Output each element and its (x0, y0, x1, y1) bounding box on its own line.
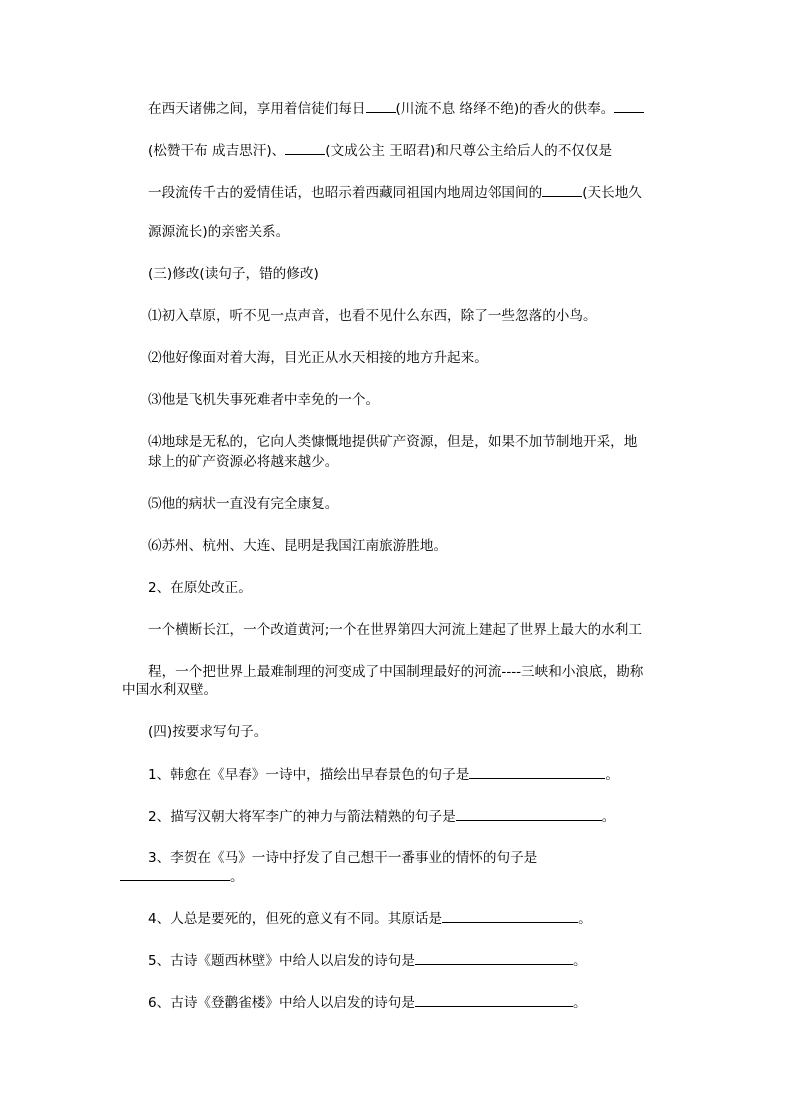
end-mark: 。 (230, 869, 244, 885)
end-mark: 。 (578, 911, 592, 927)
text-segment: (川流不息 络绎不绝)的香火的供奉。 (395, 101, 615, 117)
text-segment: 一段流传千古的爱情佳话，也昭示着西藏同祖国内地周边邻国间的 (148, 185, 543, 201)
text-segment: 在西天诸佛之间，享用着信徒们每日 (148, 101, 366, 117)
question-text: 6、古诗《登鹳雀楼》中给人以启发的诗句是 (148, 995, 415, 1011)
answer-blank[interactable] (456, 806, 602, 821)
question-3-answer-line (120, 866, 244, 887)
question-2 (148, 806, 615, 827)
question-text: 1、韩愈在《早春》一诗中，描绘出早春景色的句子是 (148, 767, 470, 783)
paragraph-line: 源源流长)的亲密关系。 (148, 224, 290, 240)
paragraph-line (148, 182, 642, 203)
fill-blank[interactable] (366, 98, 396, 113)
list-item: ⑷地球是无私的，它向人类慷慨地提供矿产资源，但是，如果不加节制地开采，地 (148, 434, 638, 450)
end-mark: 。 (605, 767, 619, 783)
question-5 (148, 950, 587, 971)
paragraph-line: 一个横断长江，一个改道黄河;一个在世界第四大河流上建起了世界上最大的水利工 (148, 622, 642, 638)
paragraph-line: 程，一个把世界上最难制理的河变成了中国制理最好的河流----三峡和小浪底，勘称 (148, 664, 644, 680)
text-segment: (天长地久 (582, 185, 642, 201)
question-4 (148, 908, 592, 929)
fill-blank[interactable] (285, 140, 325, 155)
text-segment: (松赞干布 成吉思汗)、 (148, 143, 286, 159)
question-text: 4、人总是要死的，但死的意义有不同。其原话是 (148, 911, 443, 927)
text-segment: (文成公主 王昭君)和尺尊公主给后人的不仅仅是 (325, 143, 613, 159)
list-item: ⑸他的病状一直没有完全康复。 (148, 496, 339, 512)
list-item: ⑴初入草原，听不见一点声音，也看不见什么东西，除了一些忽落的小鸟。 (148, 308, 597, 324)
answer-blank[interactable] (442, 908, 578, 923)
section-heading: (四)按要求写句子。 (148, 724, 268, 740)
answer-blank[interactable] (120, 866, 230, 881)
list-item-continuation: 球上的矿产资源必将越来越少。 (148, 454, 339, 470)
fill-blank[interactable] (614, 98, 644, 113)
question-text: 2、描写汉朝大将军李广的神力与箭法精熟的句子是 (148, 809, 456, 825)
answer-blank[interactable] (469, 764, 605, 779)
list-item: ⑵他好像面对着大海，目光正从水天相接的地方升起来。 (148, 350, 488, 366)
question-1 (148, 764, 619, 785)
section-heading: 2、在原处改正。 (148, 580, 252, 596)
section-heading: (三)修改(读句子，错的修改) (148, 266, 319, 282)
answer-blank[interactable] (415, 992, 573, 1007)
list-item: ⑶他是飞机失事死难者中幸免的一个。 (148, 392, 380, 408)
paragraph-line (148, 140, 612, 161)
question-3: 3、李贺在《马》一诗中抒发了自己想干一番事业的情怀的句子是 (148, 850, 538, 866)
list-item: ⑹苏州、杭州、大连、昆明是我国江南旅游胜地。 (148, 538, 448, 554)
end-mark: 。 (601, 809, 616, 825)
end-mark: 。 (572, 953, 587, 969)
fill-blank[interactable] (542, 182, 582, 197)
question-text: 5、古诗《题西林壁》中给人以启发的诗句是 (148, 953, 415, 969)
end-mark: 。 (572, 995, 587, 1011)
paragraph-line (148, 98, 644, 119)
answer-blank[interactable] (415, 950, 573, 965)
paragraph-line: 中国水利双壁。 (122, 682, 218, 698)
question-6 (148, 992, 587, 1013)
